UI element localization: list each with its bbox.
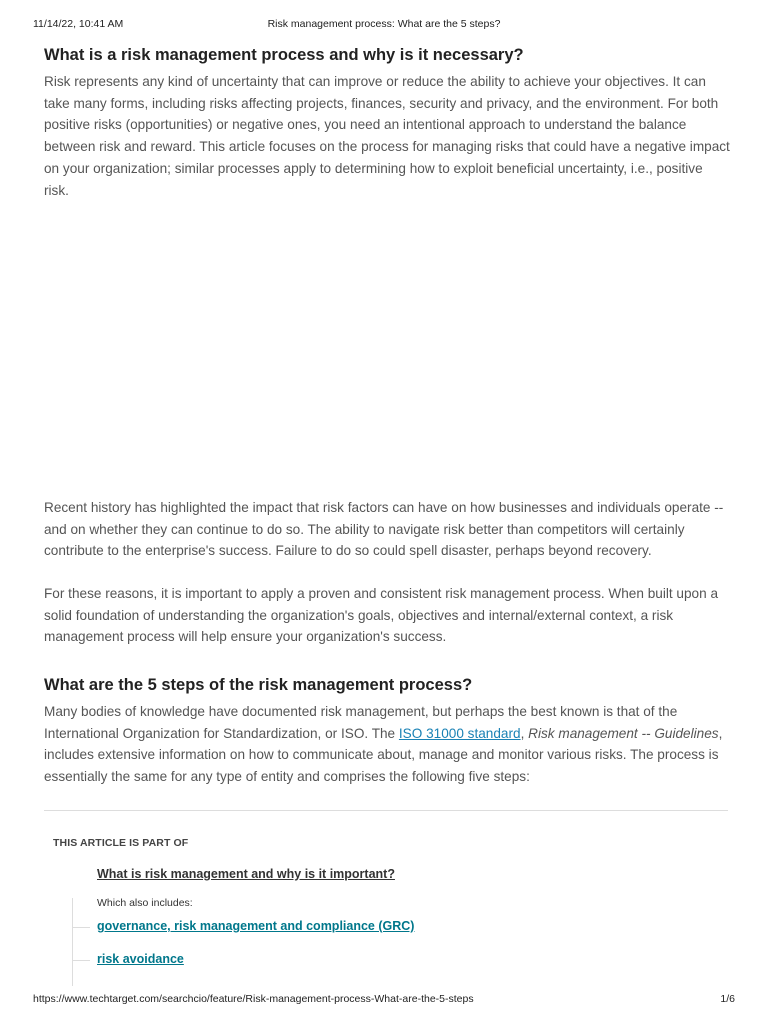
iso-paragraph (44, 701, 730, 788)
blank-ad-space (44, 215, 728, 485)
print-footer (0, 993, 768, 1007)
intro-paragraph: Risk represents any kind of uncertainty that can improve or reduce the ability to achieve your objectives. It can take many forms, including risks affecting projects, finances, security and privacy, and the environment. For both positive risks (opportunities) or negative ones, you need an intentional approach to understand the balance between risk and reward. This article focuses on the process for managing risks that could have a negative impact on your organization; similar processes apply to determining how to exploit beneficial uncertainty, i.e., positive risk. (44, 74, 730, 198)
section-heading-what-is: What is a risk management process and why is it necessary? (44, 46, 524, 64)
section-divider (44, 810, 728, 811)
article-part-of-label: THIS ARTICLE IS PART OF (53, 837, 189, 849)
section-heading-five-steps: What are the 5 steps of the risk management process? (44, 676, 473, 694)
related-link-grc[interactable]: governance, risk management and compliance (GRC) (97, 919, 415, 933)
also-includes-label: Which also includes: (97, 897, 193, 909)
tree-connector-tick (72, 927, 90, 928)
print-page-number: 1/6 (720, 993, 735, 1005)
tree-connector-line (72, 898, 73, 986)
print-url: https://www.techtarget.com/searchcio/feature/Risk-management-process-What-are-the-5-steps (33, 993, 474, 1005)
series-title-link[interactable]: What is risk management and why is it important? (97, 867, 395, 881)
print-datetime: 11/14/22, 10:41 AM (33, 18, 124, 30)
tree-connector-tick (72, 960, 90, 961)
iso-text-end: , includes extensive information on how to communicate about, manage and monitor various risks. The process is essentially the same for any type of entity and comprises the following five steps: (44, 725, 723, 785)
print-header (0, 18, 768, 32)
iso-text-start: Many bodies of knowledge have documented risk management, but perhaps the best known is that of the International Organization for Standardization, or ISO. The (44, 704, 678, 741)
print-page-title: Risk management process: What are the 5 steps? (267, 18, 501, 30)
iso-guidelines-title: Risk management -- Guidelines (528, 725, 719, 741)
reasons-paragraph: For these reasons, it is important to apply a proven and consistent risk management process. When built upon a solid foundation of understanding the organization's goals, objectives and internal/external context, a risk management process will help ensure your organization's success. (44, 586, 718, 645)
history-paragraph: Recent history has highlighted the impact that risk factors can have on how businesses and individuals operate -- and on whether they can continue to do so. The ability to navigate risk better than competitors will certainly contribute to the enterprise's success. Failure to do so could spell disaster, perhaps beyond recovery. (44, 500, 724, 559)
related-link-risk-avoidance[interactable]: risk avoidance (97, 952, 184, 966)
iso-31000-link[interactable]: ISO 31000 standard (398, 725, 521, 741)
iso-text-sep: , (520, 725, 529, 741)
